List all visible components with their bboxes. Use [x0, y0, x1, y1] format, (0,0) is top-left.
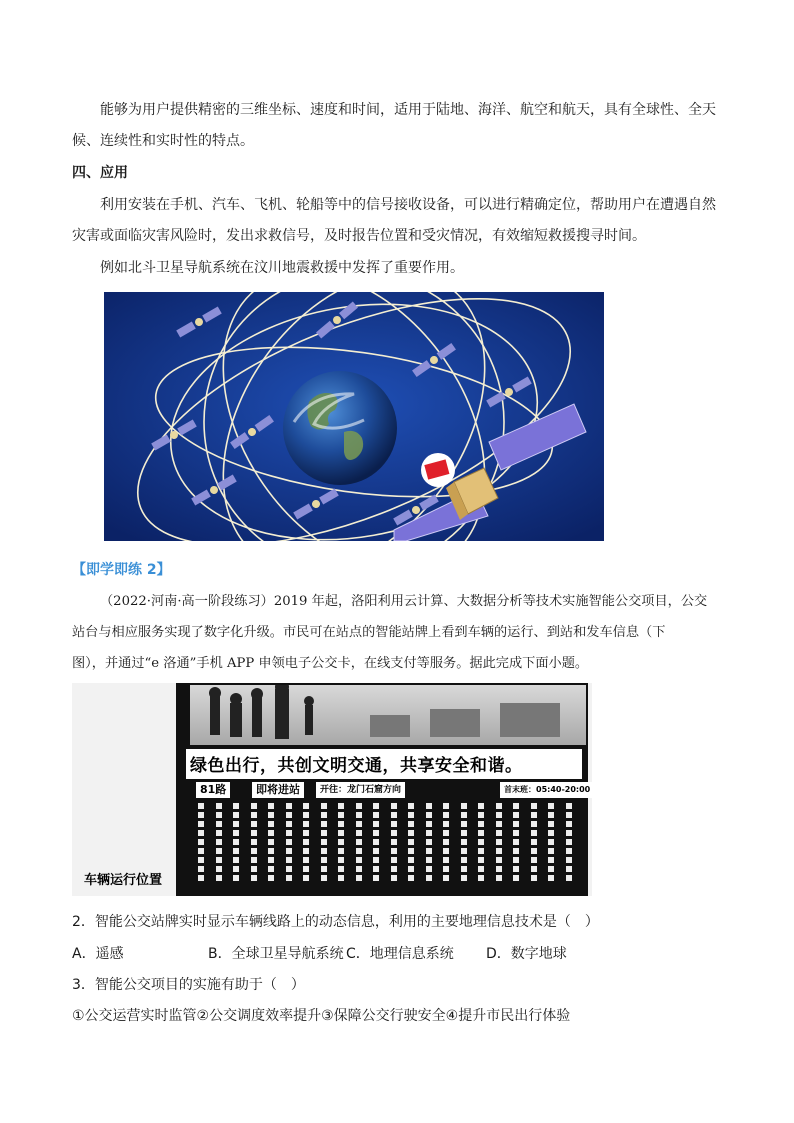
option-b: B．全球卫星导航系统 [208, 946, 344, 962]
practice-label: 【即学即练 2】 [72, 562, 171, 578]
option-d: D．数字地球 [486, 946, 567, 962]
text-line: 站台与相应服务实现了数字化升级。市民可在站点的智能站牌上看到车辆的运行、到站和发车信息（下 [72, 625, 666, 640]
route-number: 81路 [196, 782, 230, 798]
text-line: 候、连续性和实时性的特点。 [72, 133, 254, 149]
slogan-text: 绿色出行，共创文明交通，共享安全和谐。 [190, 756, 523, 776]
route-info-row [190, 782, 591, 800]
text-line: 利用安装在手机、汽车、飞机、轮船等中的信号接收设备，可以进行精确定位，帮助用户在遭遇自然 [100, 197, 716, 213]
station-marker [391, 803, 397, 883]
station-marker [216, 803, 222, 883]
station-marker [478, 803, 484, 883]
text-line: 灾害或面临灾害风险时，发出求救信号，及时报告位置和受灾情况，有效缩短救援搜寻时间。 [72, 228, 646, 244]
bus-sign-photo [72, 683, 592, 896]
station-marker [496, 803, 502, 883]
station-marker [566, 803, 572, 883]
earth-globe [283, 371, 397, 485]
arrival-status: 即将进站 [252, 782, 304, 798]
question-3: 3．智能公交项目的实施有助于（ ） [72, 977, 305, 993]
station-marker [303, 803, 309, 883]
option-c: C．地理信息系统 [346, 946, 454, 962]
people-silhouettes [190, 685, 586, 745]
station-marker [268, 803, 274, 883]
satellite-figure [104, 292, 604, 541]
station-marker [548, 803, 554, 883]
station-marker [233, 803, 239, 883]
text-line: 图），并通过“e 洛通”手机 APP 申领电子公交卡，在线支付等服务。据此完成下面小题。 [72, 656, 589, 671]
station-marker [356, 803, 362, 883]
slogan-banner [186, 749, 582, 779]
service-hours: 首末班：05:40-20:00 [500, 782, 594, 798]
option-a: A．遥感 [72, 946, 124, 962]
bus-sign-board [176, 683, 591, 896]
section-heading: 四、应用 [72, 165, 128, 181]
route-direction: 开往：龙门石窟方向 [316, 782, 405, 798]
station-marker [373, 803, 379, 883]
station-marker [321, 803, 327, 883]
station-list [190, 803, 586, 893]
station-marker [531, 803, 537, 883]
station-marker [286, 803, 292, 883]
station-marker [251, 803, 257, 883]
station-marker [426, 803, 432, 883]
text-line: （2022·河南·高一阶段练习）2019 年起，洛阳利用云计算、大数据分析等技术实施智能公交项目，公交 [100, 594, 708, 609]
sign-top-image [190, 685, 586, 745]
station-marker [513, 803, 519, 883]
station-marker [198, 803, 204, 883]
station-marker [443, 803, 449, 883]
station-marker [408, 803, 414, 883]
station-marker [461, 803, 467, 883]
question-2: 2．智能公交站牌实时显示车辆线路上的动态信息，利用的主要地理信息技术是（ ） [72, 914, 599, 930]
vehicle-position-label: 车辆运行位置 [84, 873, 163, 888]
station-marker [338, 803, 344, 883]
question-3-statements: ①公交运营实时监管②公交调度效率提升③保障公交行驶安全④提升市民出行体验 [72, 1008, 571, 1024]
text-line: 例如北斗卫星导航系统在汶川地震救援中发挥了重要作用。 [100, 260, 464, 276]
text-line: 能够为用户提供精密的三维坐标、速度和时间，适用于陆地、海洋、航空和航天，具有全球性、全天 [100, 102, 716, 118]
